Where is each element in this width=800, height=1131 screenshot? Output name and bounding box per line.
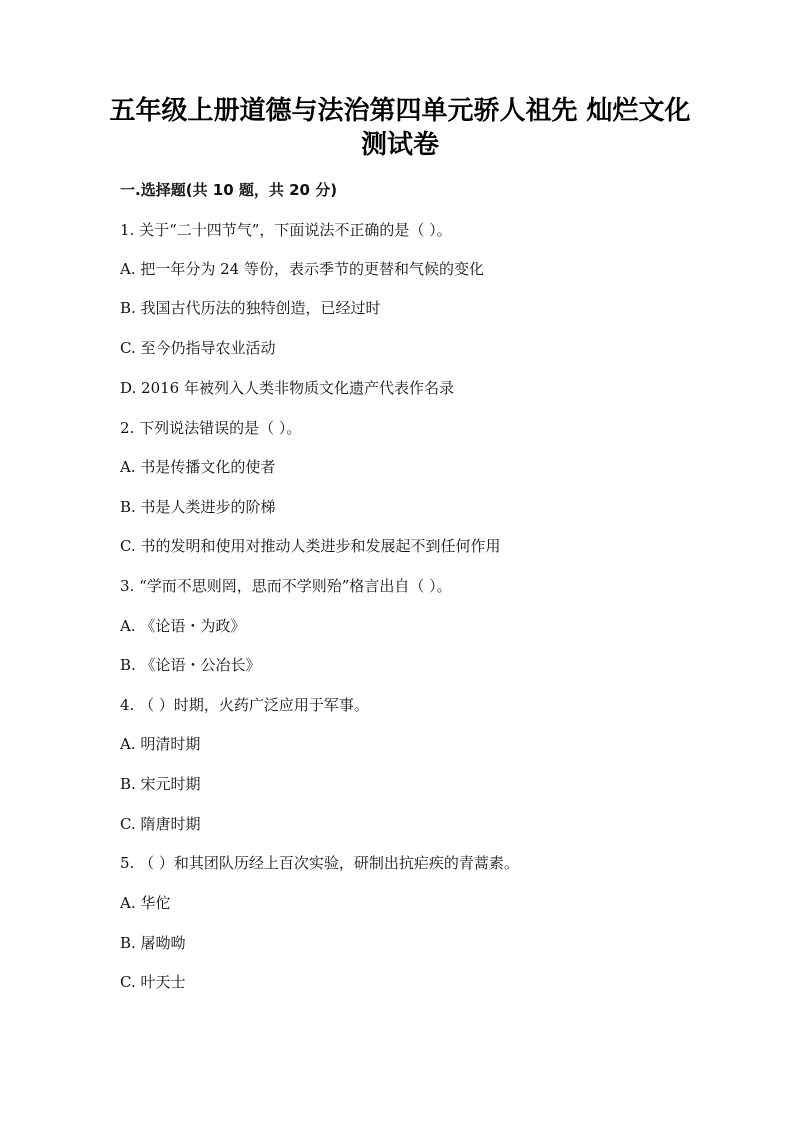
question-1-option-b: B. 我国古代历法的独特创造，已经过时 — [120, 299, 381, 317]
question-5-option-c: C. 叶天士 — [120, 973, 186, 991]
question-1-option-d: D. 2016 年被列入人类非物质文化遗产代表作名录 — [120, 379, 454, 397]
question-2-option-c: C. 书的发明和使用对推动人类进步和发展起不到任何作用 — [120, 537, 501, 555]
question-2-option-a: A. 书是传播文化的使者 — [120, 458, 276, 476]
question-4-option-a: A. 明清时期 — [120, 735, 201, 753]
question-5: 5. （ ）和其团队历经上百次实验，研制出抗疟疾的青蒿素。 — [120, 854, 519, 872]
page-title-continued: 测试卷 — [360, 130, 439, 160]
section-heading: 一.选择题(共 10 题，共 20 分) — [120, 181, 338, 199]
question-4: 4. （ ）时期，火药广泛应用于军事。 — [120, 696, 369, 714]
question-4-option-c: C. 隋唐时期 — [120, 815, 201, 833]
page-title: 五年级上册道德与法治第四单元骄人祖先 灿烂文化 — [109, 96, 691, 126]
question-3: 3. “学而不思则罔，思而不学则殆”格言出自（ ）。 — [120, 577, 452, 595]
question-4-option-b: B. 宋元时期 — [120, 775, 201, 793]
question-3-option-b: B. 《论语・公冶长》 — [120, 656, 261, 674]
question-5-option-b: B. 屠呦呦 — [120, 934, 186, 952]
question-1: 1. 关于“二十四节气”，下面说法不正确的是（ ）。 — [120, 221, 452, 239]
question-3-option-a: A. 《论语・为政》 — [120, 617, 246, 635]
question-2-option-b: B. 书是人类进步的阶梯 — [120, 498, 276, 516]
question-1-option-a: A. 把一年分为 24 等份，表示季节的更替和气候的变化 — [120, 260, 484, 278]
question-2: 2. 下列说法错误的是（ ）。 — [120, 419, 302, 437]
question-5-option-a: A. 华佗 — [120, 894, 171, 912]
question-1-option-c: C. 至今仍指导农业活动 — [120, 339, 276, 357]
